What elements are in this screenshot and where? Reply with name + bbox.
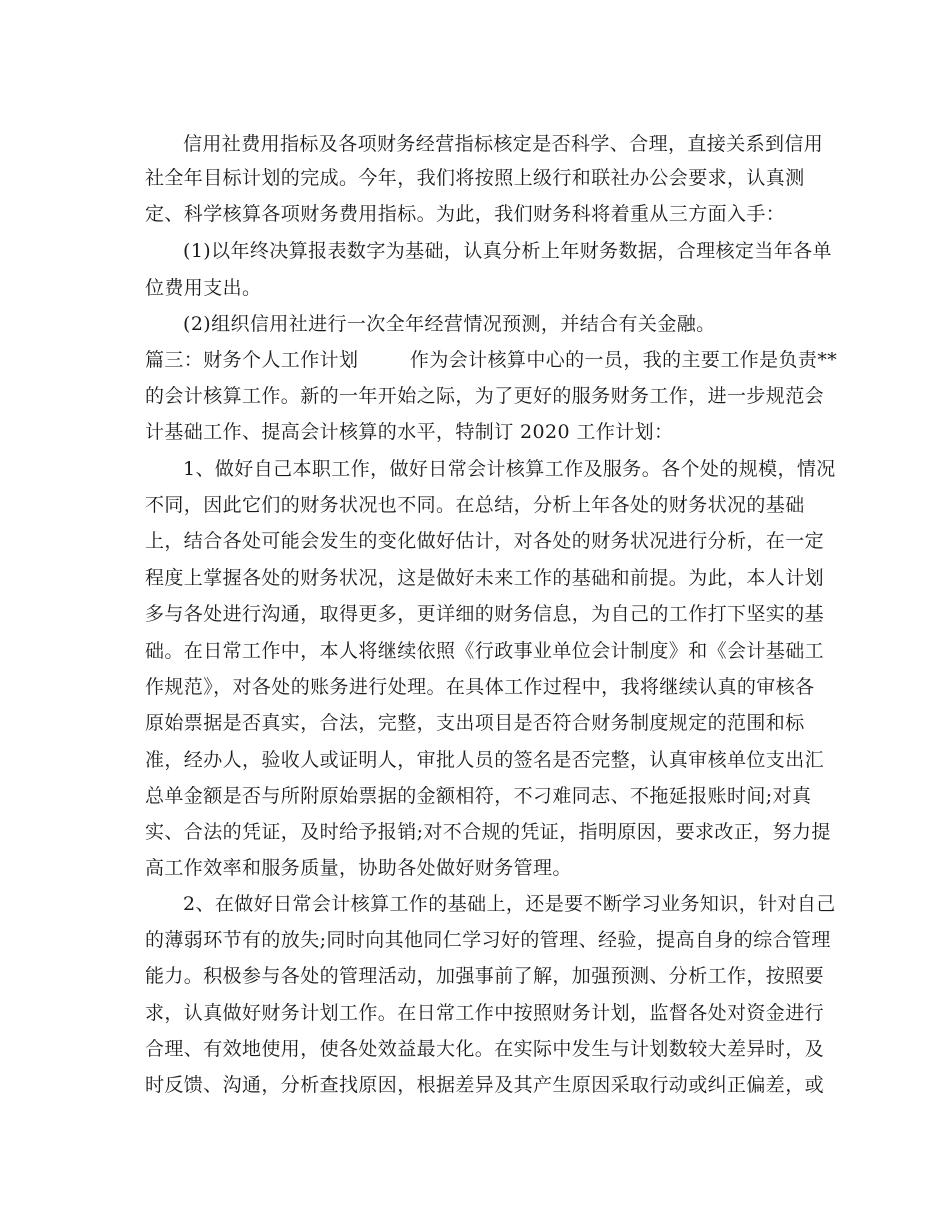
text-line: 信用社费用指标及各项财务经营指标核定是否科学、合理，直接关系到信用 xyxy=(183,133,824,155)
text-line: 合理、有效地使用，使各处效益最大化。在实际中发生与计划数较大差异时，及 xyxy=(145,1038,825,1060)
text-line: 社全年目标计划的完成。今年，我们将按照上级行和联社办公会要求，认真测 xyxy=(145,167,805,189)
text-line: 计基础工作、提高会计核算的水平，特制订 2020 工作计划： xyxy=(145,421,674,443)
text-line: 求，认真做好财务计划工作。在日常工作中按照财务计划，监督各处对资金进行 xyxy=(145,1002,825,1024)
text-line: 上，结合各处可能会发生的变化做好估计，对各处的财务状况进行分析，在一定 xyxy=(145,530,825,552)
text-line: (2)组织信用社进行一次全年经营情况预测，并结合有关金融。 xyxy=(183,313,716,335)
text-line: 定、科学核算各项财务费用指标。为此，我们财务科将着重从三方面入手： xyxy=(145,203,786,225)
text-line: 的薄弱环节有的放失;同时向其他同仁学习好的管理、经验，提高自身的综合管理 xyxy=(145,929,831,951)
text-line: 实、合法的凭证，及时给予报销;对不合规的凭证，指明原因，要求改正，努力提 xyxy=(145,821,831,843)
text-line: 篇三：财务个人工作计划 作为会计核算中心的一员，我的主要工作是负责** xyxy=(145,349,838,371)
text-line: 作规范》，对各处的账务进行处理。在具体工作过程中，我将继续认真的审核各 xyxy=(145,676,815,698)
text-line: 不同，因此它们的财务状况也不同。在总结，分析上年各处的财务状况的基础 xyxy=(145,494,805,516)
text-line: 能力。积极参与各处的管理活动，加强事前了解，加强预测、分析工作，按照要 xyxy=(145,965,825,987)
text-line: 础。在日常工作中，本人将继续依照《行政事业单位会计制度》和《会计基础工 xyxy=(145,640,825,662)
text-line: 总单金额是否与所附原始票据的金额相符，不刁难同志、不拖延报账时间;对真 xyxy=(145,785,812,807)
text-line: 高工作效率和服务质量，协助各处做好财务管理。 xyxy=(145,857,572,879)
text-line: 准，经办人，验收人或证明人，审批人员的签名是否完整，认真审核单位支出汇 xyxy=(145,749,825,771)
text-line: 的会计核算工作。新的一年开始之际，为了更好的服务财务工作，进一步规范会 xyxy=(145,385,825,407)
text-line: 时反馈、沟通，分析查找原因，根据差异及其产生原因采取行动或纠正偏差，或 xyxy=(145,1074,825,1096)
text-line: 位费用支出。 xyxy=(145,277,262,299)
text-line: 原始票据是否真实，合法，完整，支出项目是否符合财务制度规定的范围和标 xyxy=(145,712,805,734)
text-line: 程度上掌握各处的财务状况，这是做好未来工作的基础和前提。为此，本人计划 xyxy=(145,567,825,589)
text-line: (1)以年终决算报表数字为基础，认真分析上年财务数据，合理核定当年各单 xyxy=(183,240,832,262)
text-line: 2、在做好日常会计核算工作的基础上，还是要不断学习业务知识，针对自己 xyxy=(183,893,836,915)
text-line: 多与各处进行沟通，取得更多，更详细的财务信息，为自己的工作打下坚实的基 xyxy=(145,603,825,625)
text-line: 1、做好自己本职工作，做好日常会计核算工作及服务。各个处的规模，情况 xyxy=(183,458,836,480)
